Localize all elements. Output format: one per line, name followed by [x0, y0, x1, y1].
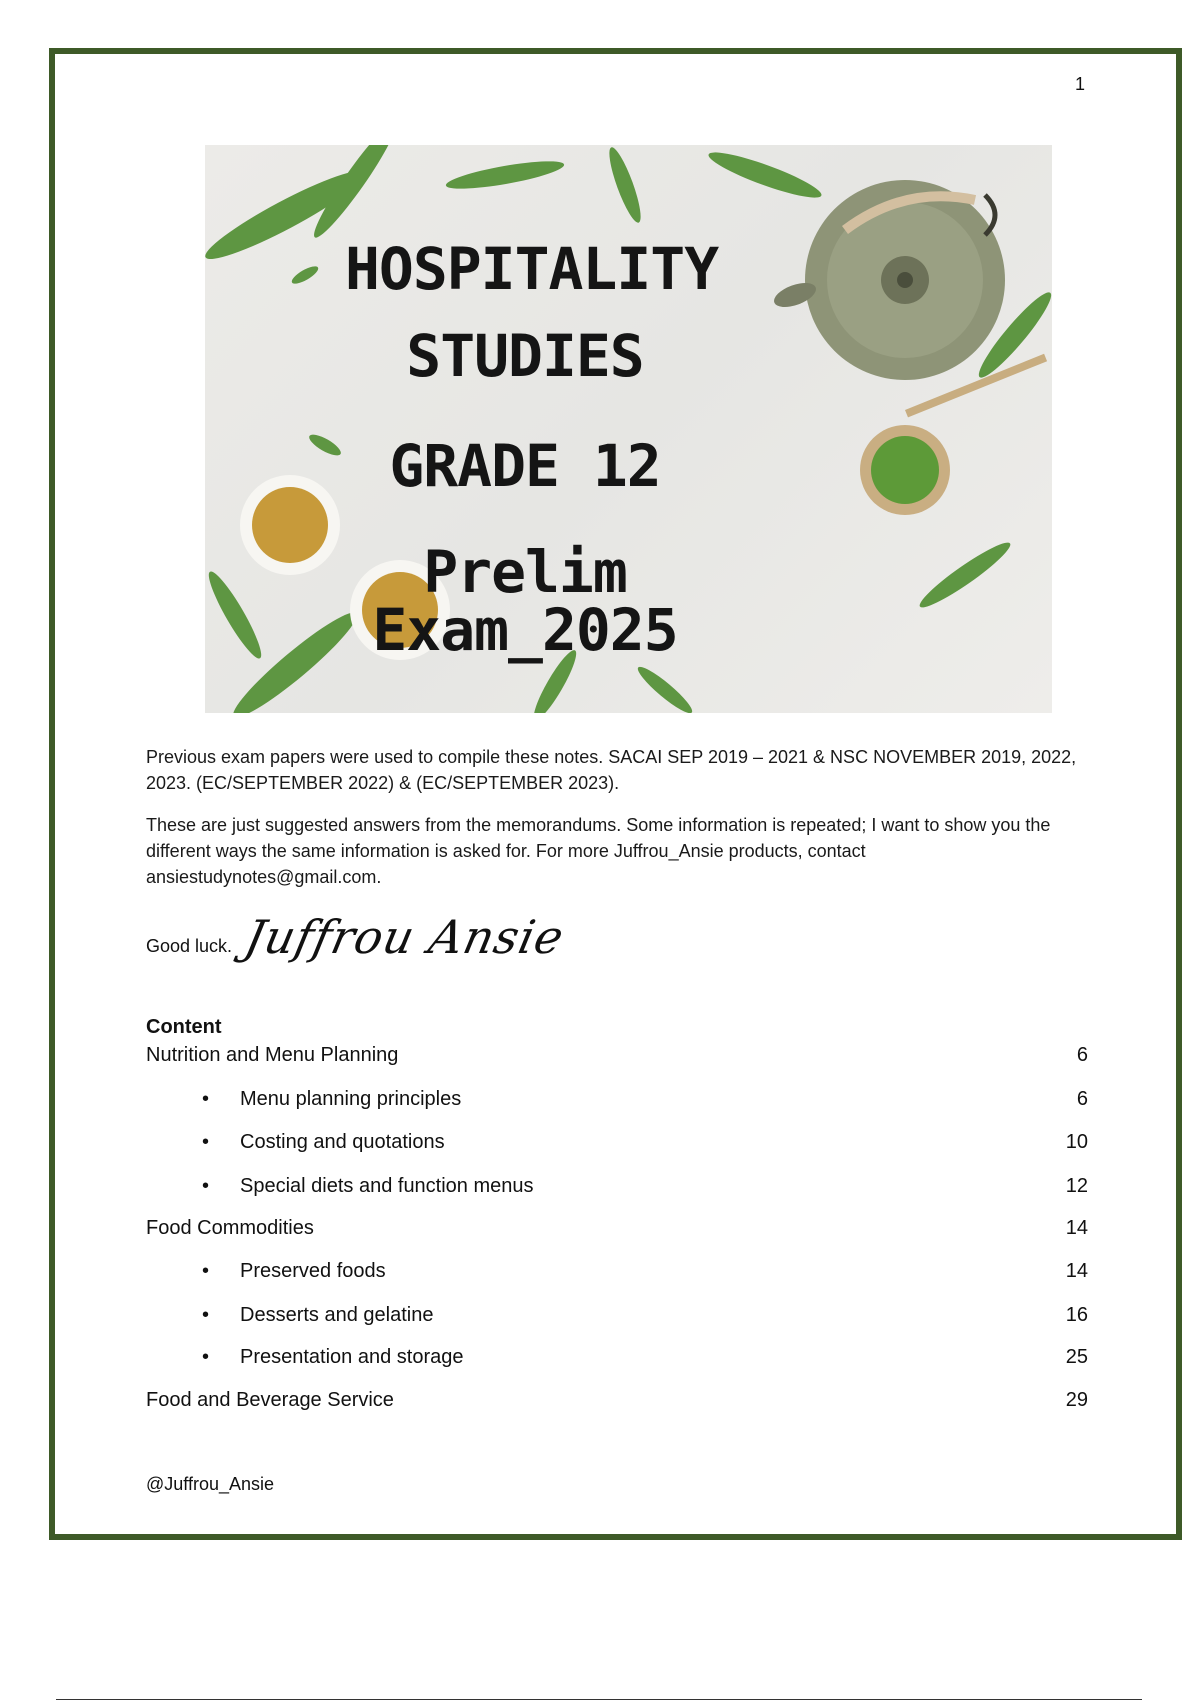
cover-title-line-1: HOSPITALITY [345, 235, 719, 303]
toc-label: Menu planning principles [240, 1088, 462, 1110]
toc-page: 14 [1065, 1217, 1088, 1239]
bullet-icon: • [202, 1131, 210, 1153]
bullet-icon: • [202, 1260, 210, 1282]
toc-entry [146, 1346, 1088, 1374]
teapot [771, 180, 1005, 380]
toc-label: Presentation and storage [240, 1346, 464, 1368]
toc-entry [146, 1260, 1088, 1288]
toc-page: 12 [1065, 1175, 1088, 1197]
toc-page: 25 [1065, 1346, 1088, 1368]
toc-label: Preserved foods [240, 1260, 386, 1282]
intro-paragraph-1: Previous exam papers were used to compile these notes. SACAI SEP 2019 – 2021 & NSC NOVEMBER 2019, 2022, 2023. (EC/SEPTEMBER 2022) & (EC/SEPTEMBER 2023). [146, 747, 1077, 793]
toc-page: 16 [1065, 1304, 1088, 1326]
cover-title-line-2: STUDIES [406, 322, 644, 390]
toc-page: 6 [1076, 1044, 1088, 1066]
toc-label: Nutrition and Menu Planning [146, 1044, 399, 1066]
page-number: 1 [1075, 74, 1086, 94]
toc-label: Costing and quotations [240, 1131, 445, 1153]
contents-heading: Content [146, 1016, 222, 1038]
toc-label: Food Commodities [146, 1217, 314, 1239]
toc-entry [146, 1044, 1088, 1072]
toc-entry [146, 1389, 1088, 1417]
toc-entry [146, 1217, 1088, 1245]
cover-title-line-3: GRADE 12 [389, 432, 661, 500]
toc-entry [146, 1088, 1088, 1116]
good-luck-text: Good luck. [146, 936, 233, 956]
toc-label: Desserts and gelatine [240, 1304, 434, 1326]
toc-page: 14 [1065, 1260, 1088, 1282]
toc-page: 29 [1065, 1389, 1088, 1411]
bullet-icon: • [202, 1346, 210, 1368]
cover-title-line-4: Prelim Exam_2025 [372, 538, 678, 664]
toc-entry [146, 1304, 1088, 1332]
toc-label: Food and Beverage Service [146, 1389, 394, 1411]
bullet-icon: • [202, 1088, 210, 1110]
signature: Juffrou Ansie [240, 910, 570, 964]
author-handle: @Juffrou_Ansie [146, 1474, 275, 1494]
toc-label: Special diets and function menus [240, 1175, 534, 1197]
toc-page: 10 [1065, 1131, 1088, 1153]
toc-page: 6 [1076, 1088, 1088, 1110]
intro-paragraph-2: These are just suggested answers from the memorandums. Some information is repeated; I want to show you the different ways the same information is asked for. For more Juffrou_Ansie products, contact ansiestudynotes@gmail.com. [146, 815, 1051, 887]
bullet-icon: • [202, 1175, 210, 1197]
cover-image [205, 145, 1052, 713]
bullet-icon: • [202, 1304, 210, 1326]
toc-entry [146, 1175, 1088, 1203]
toc-entry [146, 1131, 1088, 1159]
